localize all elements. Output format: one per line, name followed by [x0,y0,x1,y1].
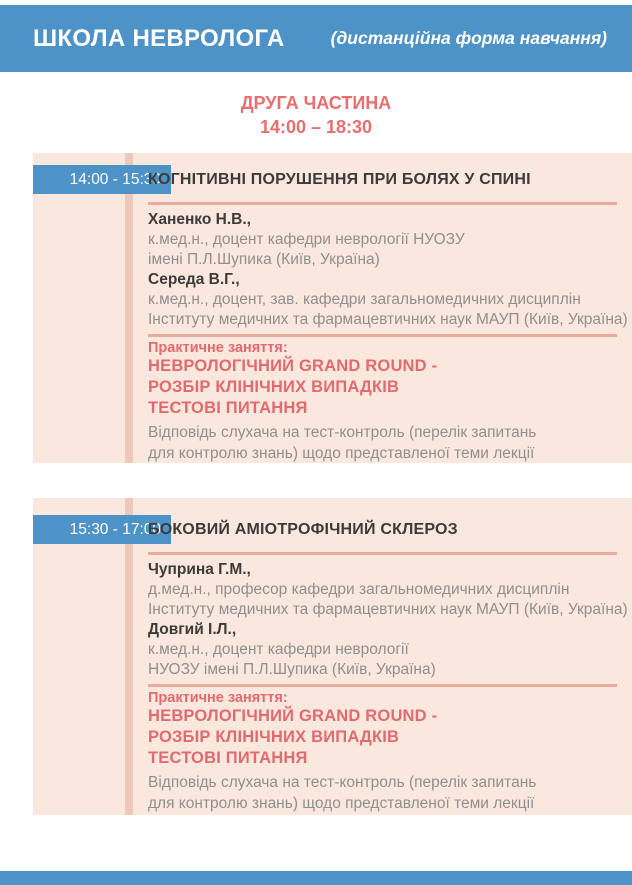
speaker-name: Чуприна Г.М., [148,561,251,578]
speaker-affiliation: к.мед.н., доцент кафедри неврології НУОЗУ [148,231,465,248]
speaker-name: Середа В.Г., [148,271,240,288]
footer-bar [0,871,632,885]
speaker-affiliation: НУОЗУ імені П.Л.Шупика (Київ, Україна) [148,661,436,678]
divider-rule [148,552,617,555]
part-heading [0,91,632,139]
divider-rule [148,202,617,205]
session-content [148,515,628,814]
speakers [148,560,628,680]
practical-label: Практичне заняття: [148,340,288,356]
header-title: ШКОЛА НЕВРОЛОГА [33,24,285,52]
divider-rule [148,334,617,337]
time-badge: 14:00 - 15:30 [33,165,171,194]
session-block-1 [33,153,632,463]
speaker-name: Довгий І.Л., [148,621,237,638]
session-block-2 [33,498,632,815]
time-badge: 15:30 - 17:00 [33,515,171,544]
session-content [148,165,628,463]
session-title: БОКОВИЙ АМІОТРОФІЧНИЙ СКЛЕРОЗ [148,520,458,538]
practical-label: Практичне заняття: [148,690,288,706]
description-line: Відповідь слухача на тест-контроль (перелік запитань [148,424,537,441]
header-bar [0,5,632,72]
header-subtitle: (дистанційна форма навчання) [330,28,607,48]
speaker-affiliation: к.мед.н., доцент кафедри неврології [148,641,409,658]
practical-line: РОЗБІР КЛІНІЧНИХ ВИПАДКІВ [148,378,400,396]
description-line: для контролю знань) щодо представленої теми лекції [148,445,535,462]
practical-line: НЕВРОЛОГІЧНИЙ GRAND ROUND - [148,357,438,375]
part-time-range: 14:00 – 18:30 [259,117,373,137]
speaker-affiliation: Інституту медичних та фармацевтичних наук МАУП (Київ, Україна) [148,601,628,618]
description [148,422,617,463]
description-line: для контролю знань) щодо представленої теми лекції [148,795,535,812]
description [148,772,617,814]
practical-line: РОЗБІР КЛІНІЧНИХ ВИПАДКІВ [148,728,400,746]
speaker-affiliation: Інституту медичних та фармацевтичних наук МАУП (Київ, Україна) [148,311,628,328]
practical-line: ТЕСТОВІ ПИТАННЯ [148,399,308,417]
speakers [148,210,628,330]
practical-line: ТЕСТОВІ ПИТАННЯ [148,749,308,767]
speaker-affiliation: імені П.Л.Шупика (Київ, Україна) [148,251,380,268]
vertical-stripe [125,498,133,815]
speaker-name: Ханенко Н.В., [148,211,251,228]
session-title: КОГНІТИВНІ ПОРУШЕННЯ ПРИ БОЛЯХ У СПИНІ [148,170,531,188]
divider-rule [148,684,617,687]
speaker-affiliation: к.мед.н., доцент, зав. кафедри загальномедичних дисциплін [148,291,581,308]
speaker-affiliation: д.мед.н., професор кафедри загальномедичних дисциплін [148,581,570,598]
part-title: ДРУГА ЧАСТИНА [240,93,392,113]
vertical-stripe [125,153,133,463]
description-line: Відповідь слухача на тест-контроль (перелік запитань [148,774,537,791]
practical-line: НЕВРОЛОГІЧНИЙ GRAND ROUND - [148,707,438,725]
